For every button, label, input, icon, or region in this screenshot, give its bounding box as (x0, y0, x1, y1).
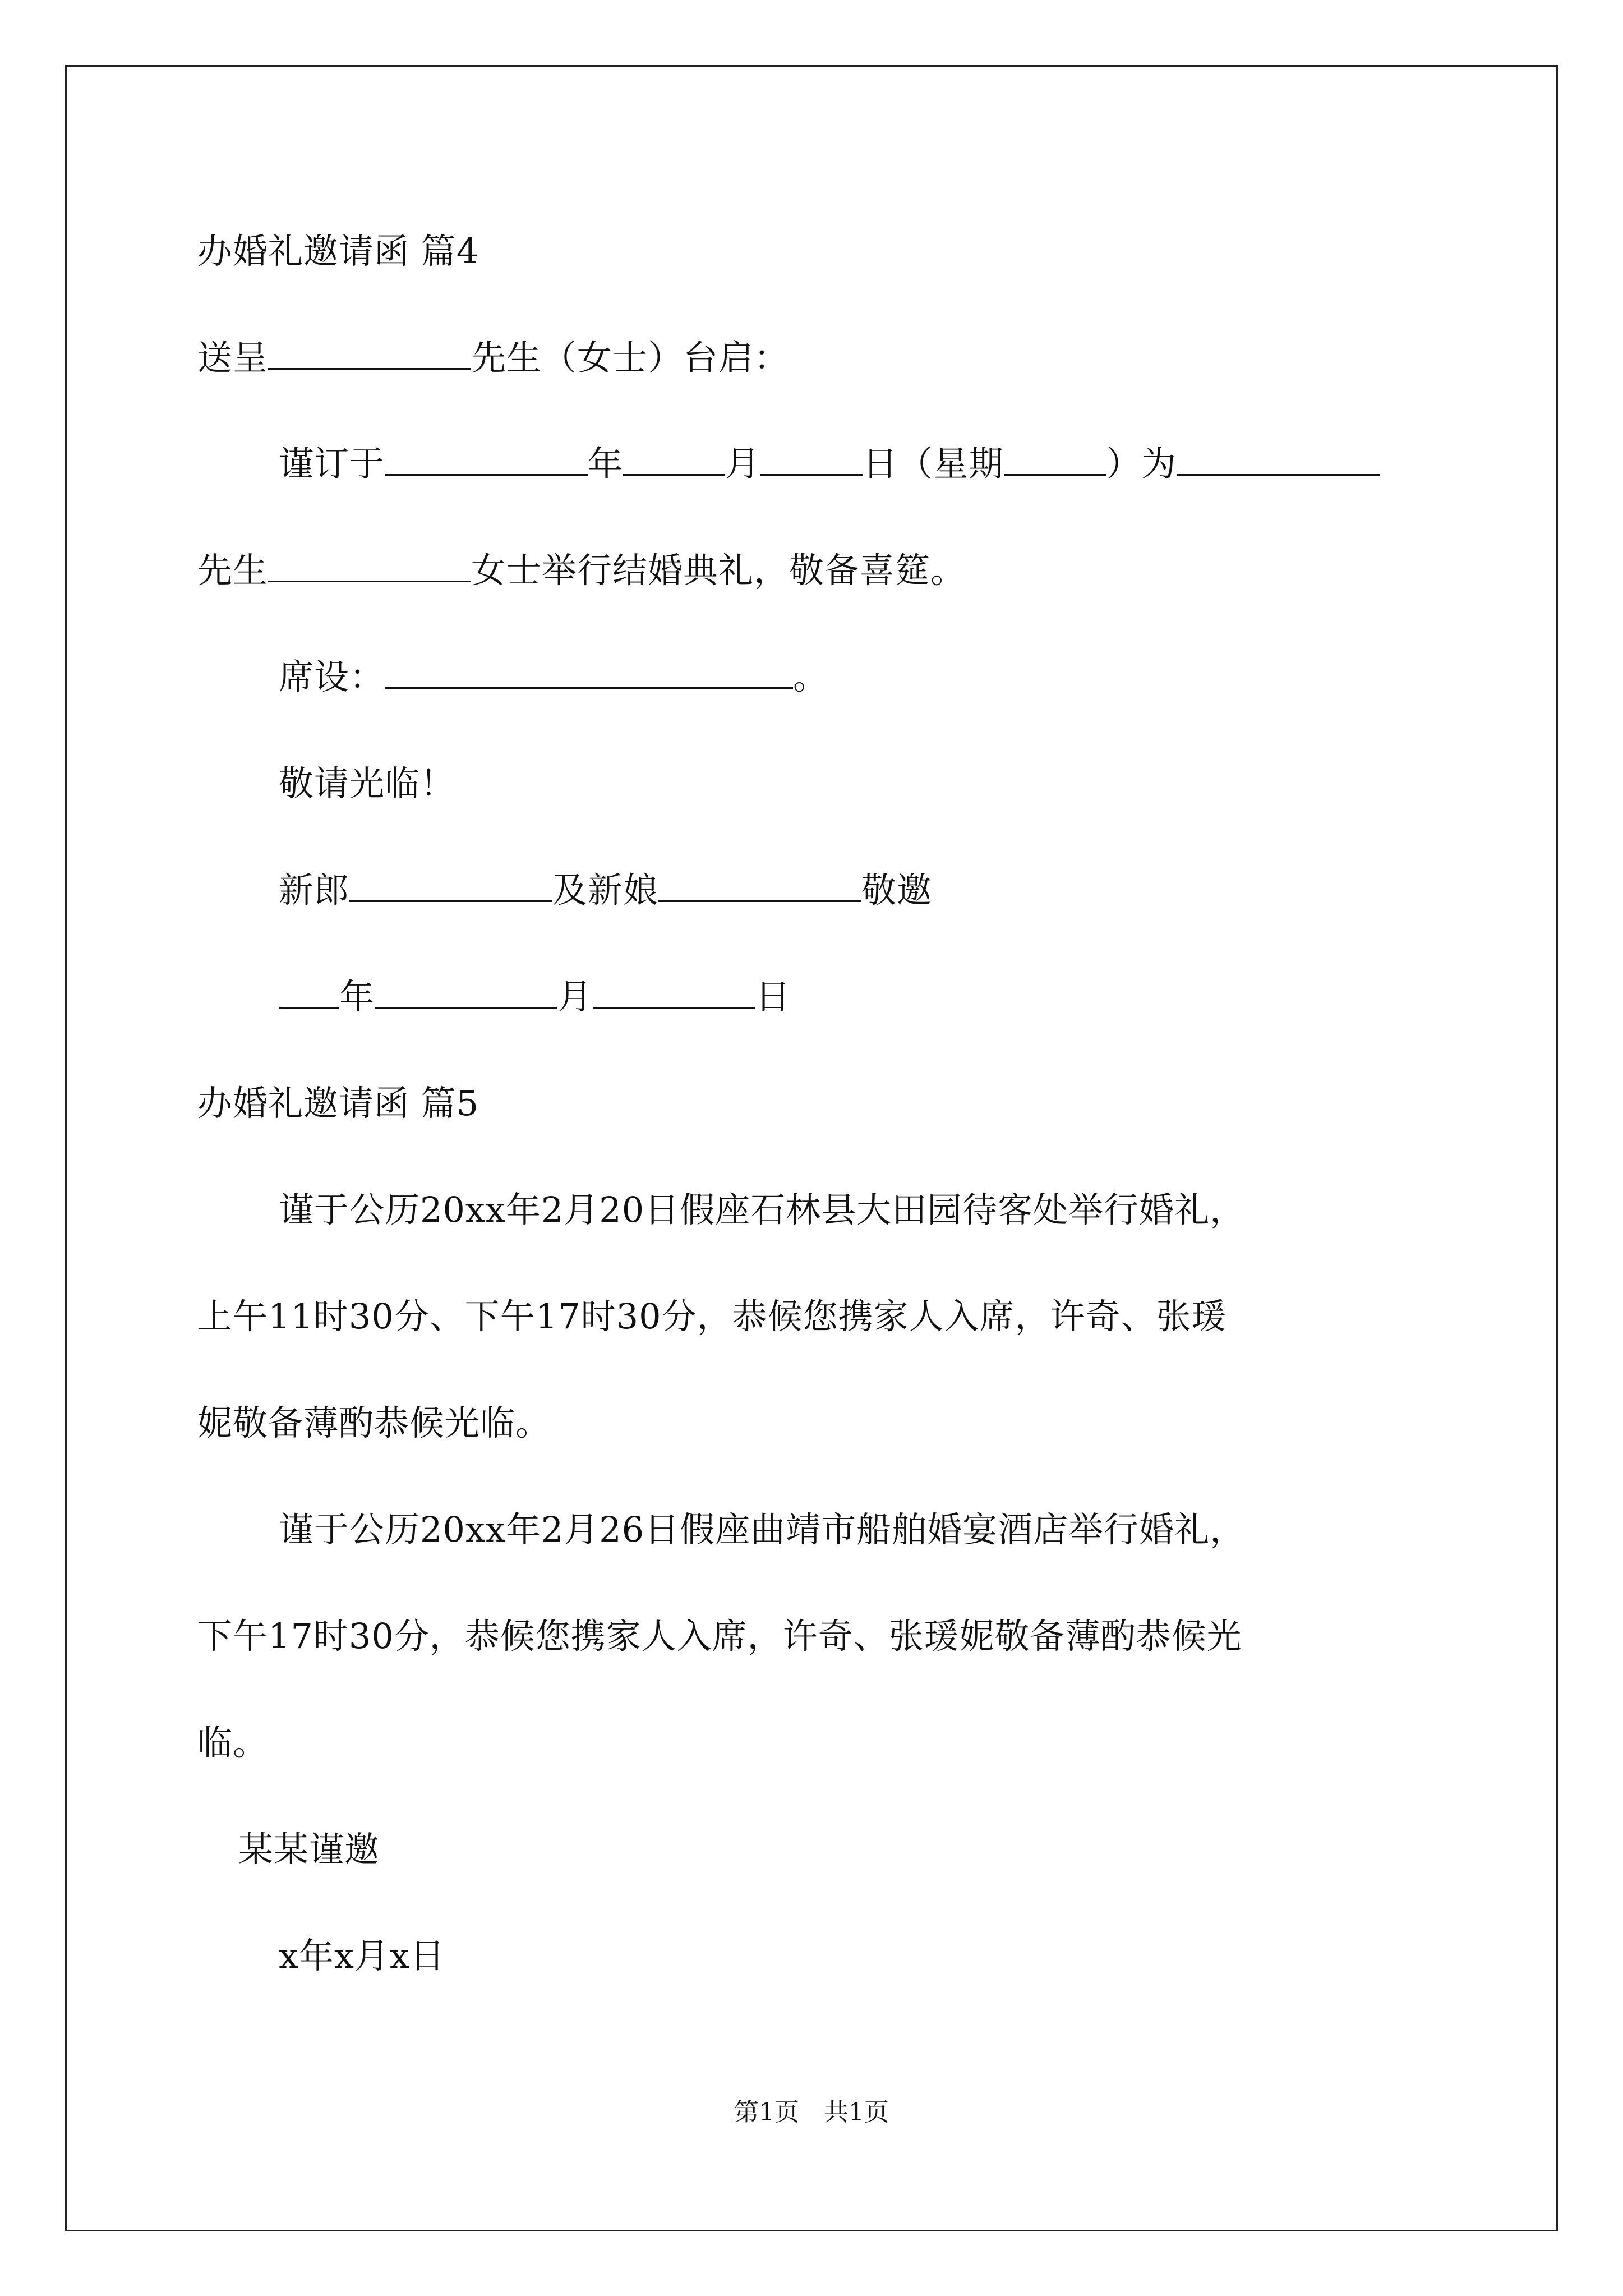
signer: 某某谨邀 (238, 1829, 380, 1870)
para1-line2: 上午11时30分、下午17时30分，恭候您携家人入席，许奇、张瑗 (197, 1296, 1227, 1337)
groom-suffix: 先生 (197, 550, 269, 591)
year-blank[interactable] (385, 445, 588, 476)
sign-month-label: 月 (557, 976, 593, 1017)
page-footer: 第1页 共1页 (734, 2098, 889, 2127)
to-suffix: 先生（女士）台启： (471, 337, 790, 378)
year-label: 年 (588, 443, 624, 484)
page-border (65, 65, 1558, 2231)
groom-name-blank[interactable] (1177, 445, 1380, 476)
sign-date-line (279, 974, 791, 1019)
sign-year-blank[interactable] (279, 978, 339, 1009)
couple-line (197, 548, 966, 593)
sign-year-label: 年 (339, 976, 375, 1017)
venue-end: 。 (793, 656, 829, 697)
bride-blank[interactable] (658, 871, 861, 902)
day-blank[interactable] (760, 445, 863, 476)
invite-line (279, 868, 932, 913)
to-prefix: 送呈 (197, 337, 269, 378)
para2-line2: 下午17时30分，恭候您携家人入席，许奇、张瑗妮敬备薄酌恭候光 (197, 1616, 1242, 1657)
para2-line1: 谨于公历20xx年2月26日假座曲靖市船舶婚宴酒店举行婚礼， (279, 1509, 1246, 1550)
day-weekday-label: 日（星期 (863, 443, 1004, 484)
weekday-blank[interactable] (1004, 445, 1106, 476)
sign-month-blank[interactable] (375, 978, 557, 1009)
venue-line (279, 655, 828, 700)
bride-name-blank[interactable] (268, 551, 471, 582)
date-prefix: 谨订于 (279, 443, 385, 484)
addressee-line (197, 335, 789, 380)
venue-blank[interactable] (385, 658, 793, 689)
sign-day-label: 日 (755, 976, 791, 1017)
sign-day-blank[interactable] (593, 978, 755, 1009)
para1-line3: 妮敬备薄酌恭候光临。 (197, 1402, 551, 1443)
closing-date: x年x月x日 (279, 1935, 445, 1976)
para1-line1: 谨于公历20xx年2月20日假座石林县大田园待客处举行婚礼， (279, 1189, 1246, 1230)
addressee-blank[interactable] (268, 339, 471, 370)
section4-title: 办婚礼邀请函 篇4 (197, 231, 479, 272)
section5-title: 办婚礼邀请函 篇5 (197, 1083, 479, 1124)
invite-word: 敬邀 (861, 869, 933, 910)
bride-label: 及新娘 (552, 869, 659, 910)
date-line (279, 441, 1380, 486)
bride-suffix: 女士举行结婚典礼，敬备喜筵。 (471, 550, 966, 591)
please-come: 敬请光临！ (279, 763, 456, 804)
month-blank[interactable] (623, 445, 725, 476)
venue-label: 席设： (279, 656, 385, 697)
weekday-close: ）为 (1106, 443, 1177, 484)
month-label: 月 (725, 443, 761, 484)
para2-line3: 临。 (197, 1722, 269, 1763)
groom-blank[interactable] (349, 871, 552, 902)
groom-label: 新郎 (279, 869, 350, 910)
